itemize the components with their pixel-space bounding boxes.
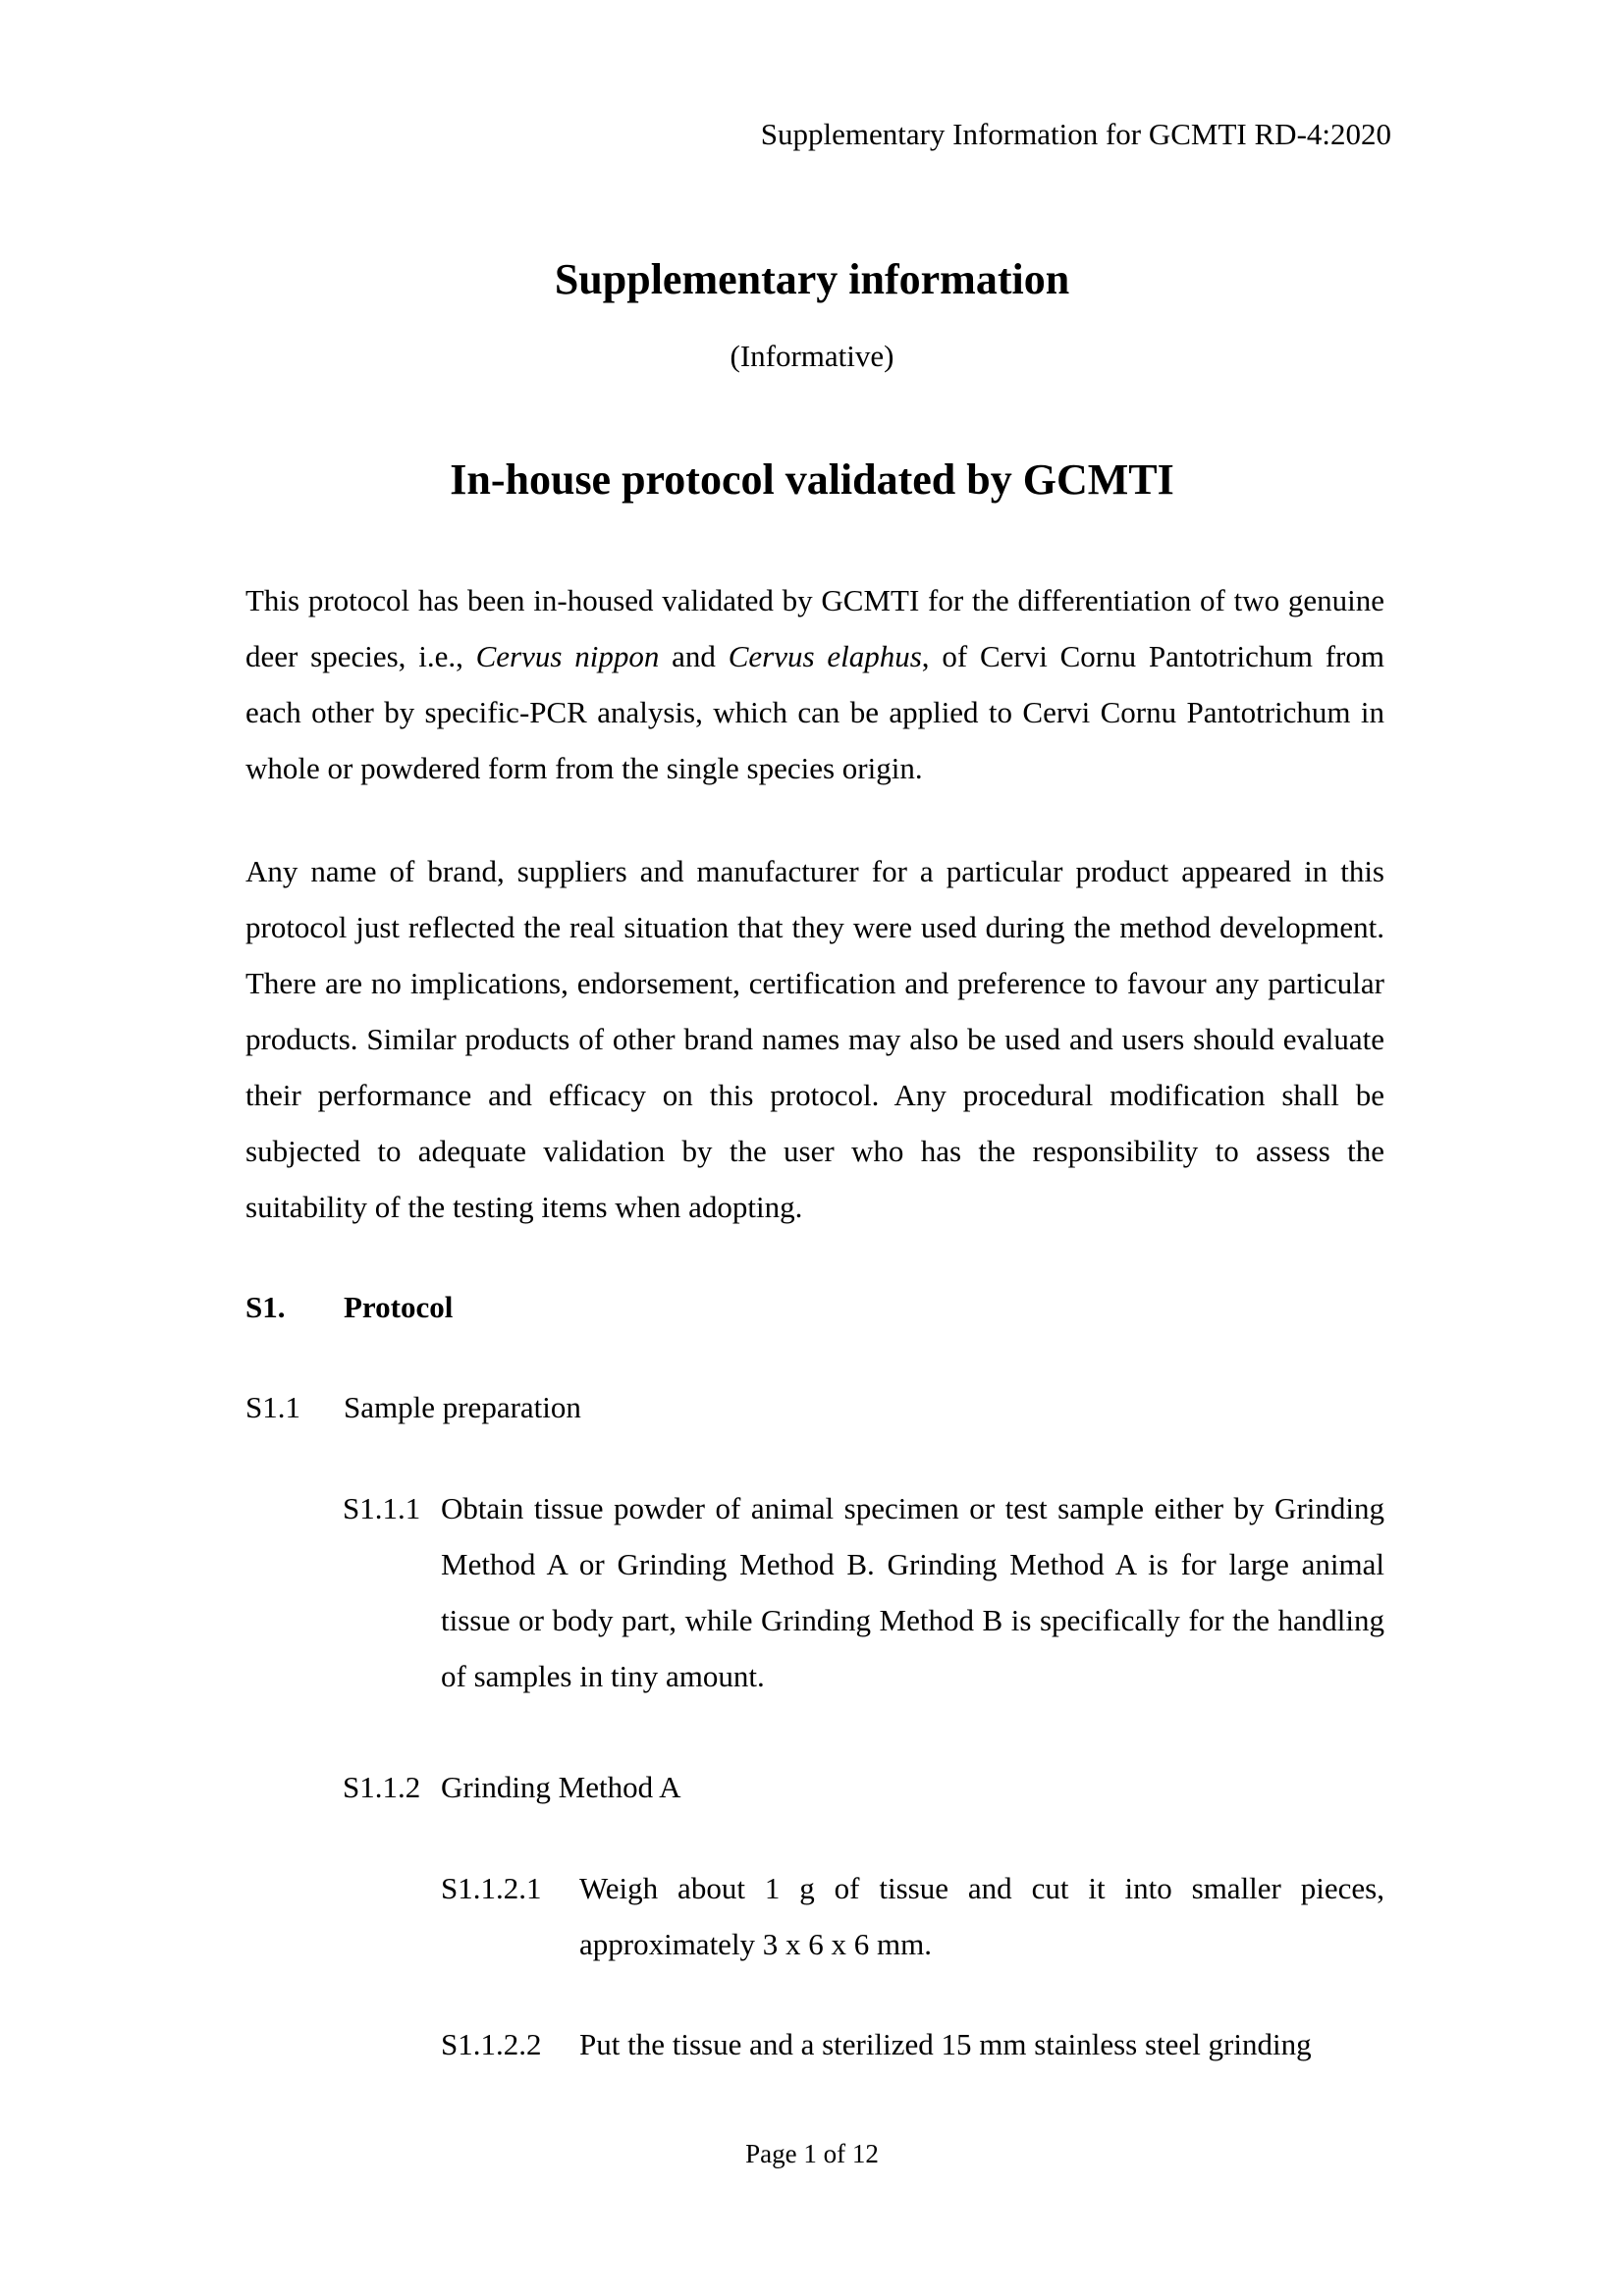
species-name-nippon: Cervus nippon	[475, 639, 660, 673]
intro-text-part2: and	[659, 639, 729, 673]
species-name-elaphus: Cervus elaphus	[728, 639, 922, 673]
section-number: S1.	[245, 1290, 286, 1324]
disclaimer-paragraph: Any name of brand, suppliers and manufacturer for a particular product appeared in this protocol just reflected the real situation that they were used during the method development. There are no implications, endorsement, certification and preference to favour any particular products. Similar products of other brand names may also be used and users should evaluate their performance and efficacy on this protocol. Any procedural modification shall be subjected to adequate validation by the user who has the responsibility to assess the suitability of the testing items when adopting.	[245, 854, 1384, 1224]
protocol-heading: In-house protocol validated by GCMTI	[450, 455, 1174, 504]
intro-text-part1: This protocol has been in-housed validated by GCMTI for the differentiation of two genuine deer species, i.e.,	[245, 583, 1384, 673]
section-title: Sample preparation	[344, 1390, 581, 1424]
document-subtitle: (Informative)	[730, 339, 894, 373]
page-number: Page 1 of 12	[745, 2139, 879, 2168]
clause-text: Weigh about 1 g of tissue and cut it into smaller pieces, approximately 3 x 6 x 6 mm.	[579, 1871, 1384, 1961]
clause-number: S1.1.2.2	[441, 2027, 542, 2061]
intro-text-part3: , of Cervi Cornu Pantotrichum from each other by specific-PCR analysis, which can be applied to Cervi Cornu Pantotrichum in whole or powdered form from the single species origin.	[245, 639, 1384, 785]
clause-s1-1-2-1	[441, 1860, 1384, 1972]
clause-number: S1.1.2.1	[441, 1871, 542, 1905]
clause-number: S1.1.2	[343, 1770, 421, 1804]
clause-number: S1.1.1	[343, 1491, 421, 1525]
clause-s1-1-2	[343, 1759, 1384, 1815]
document-reference-header: Supplementary Information for GCMTI RD-4:2020	[760, 117, 1391, 151]
section-number: S1.1	[245, 1390, 300, 1424]
clause-text: Obtain tissue powder of animal specimen or test sample either by Grinding Method A or Grinding Method B. Grinding Method A is for large animal tissue or body part, while Grinding Method B is specifically for the handling of samples in tiny amount.	[441, 1491, 1384, 1693]
document-title: Supplementary information	[554, 255, 1070, 303]
clause-s1-1-1	[343, 1480, 1384, 1704]
clause-text: Put the tissue and a sterilized 15 mm stainless steel grinding	[579, 2027, 1312, 2061]
clause-text: Grinding Method A	[441, 1770, 681, 1804]
section-title: Protocol	[344, 1290, 454, 1324]
intro-paragraph	[245, 572, 1384, 796]
clause-s1-1-2-2	[441, 2016, 1384, 2072]
